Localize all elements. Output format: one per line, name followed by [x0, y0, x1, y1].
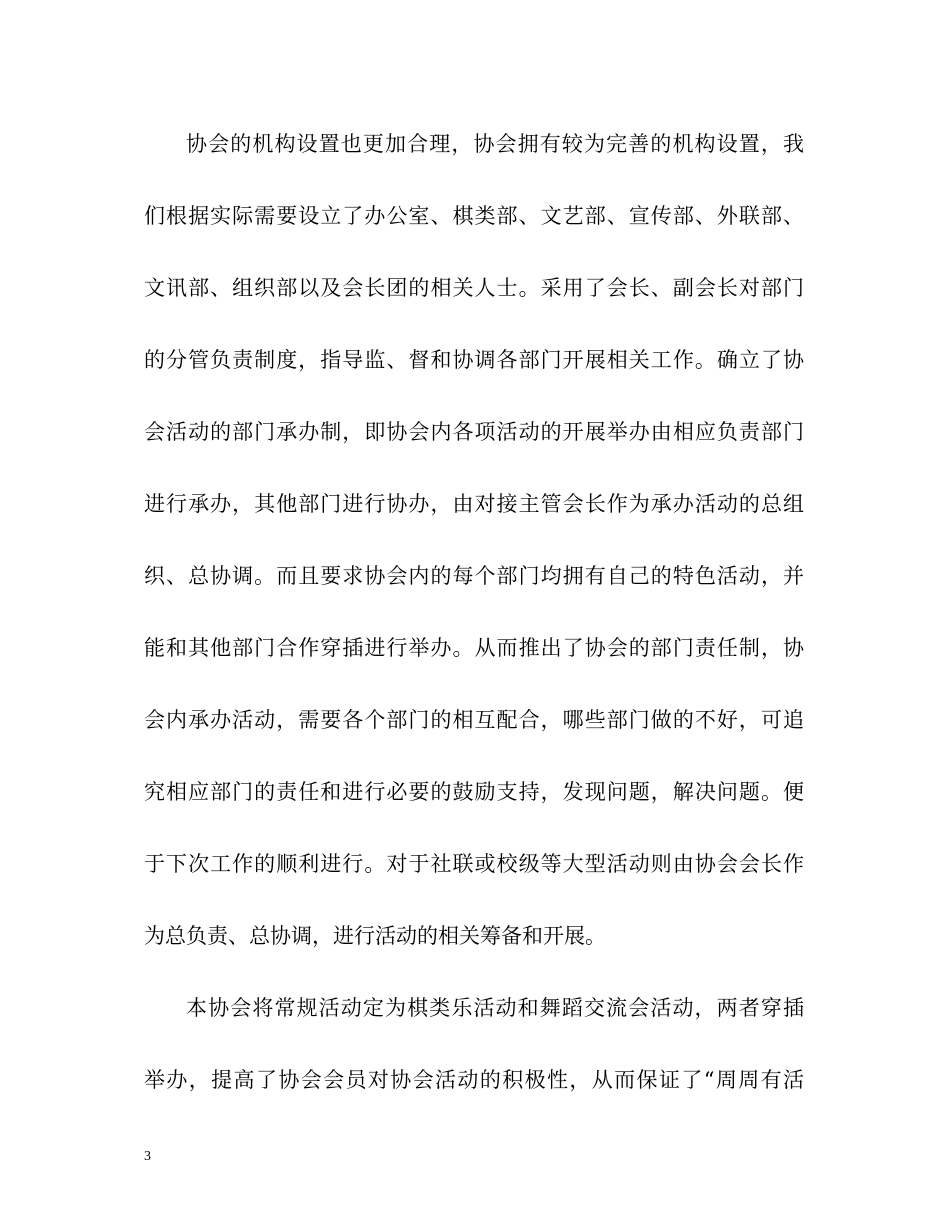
paragraph-1-line-4: 的分管负责制度，指导监、督和协调各部门开展相关工作。确立了协	[144, 348, 804, 372]
paragraph-1-line-3: 文讯部、组织部以及会长团的相关人士。采用了会长、副会长对部门	[144, 276, 804, 300]
paragraph-1-line-5: 会活动的部门承办制，即协会内各项活动的开展举办由相应负责部门	[144, 420, 804, 444]
paragraph-1-line-1: 协会的机构设置也更加合理，协会拥有较为完善的机构设置，我	[186, 132, 804, 156]
paragraph-1-line-8: 能和其他部门合作穿插进行举办。从而推出了协会的部门责任制，协	[144, 636, 804, 660]
paragraph-2-line-2: 举办，提高了协会会员对协会活动的积极性，从而保证了“周周有活	[144, 1068, 804, 1092]
paragraph-1-line-11: 于下次工作的顺利进行。对于社联或校级等大型活动则由协会会长作	[144, 852, 804, 876]
paragraph-1-line-10: 究相应部门的责任和进行必要的鼓励支持，发现问题，解决问题。便	[144, 780, 804, 804]
paragraph-1-line-6: 进行承办，其他部门进行协办，由对接主管会长作为承办活动的总组	[144, 492, 804, 516]
paragraph-1-line-12: 为总负责、总协调，进行活动的相关筹备和开展。	[144, 924, 606, 948]
paragraph-1-line-2: 们根据实际需要设立了办公室、棋类部、文艺部、宣传部、外联部、	[144, 204, 804, 228]
page-number: 3	[144, 1149, 151, 1164]
paragraph-1-line-7: 织、总协调。而且要求协会内的每个部门均拥有自己的特色活动，并	[144, 564, 804, 588]
paragraph-1-line-9: 会内承办活动，需要各个部门的相互配合，哪些部门做的不好，可追	[144, 708, 804, 732]
paragraph-2-line-1: 本协会将常规活动定为棋类乐活动和舞蹈交流会活动，两者穿插	[186, 996, 804, 1020]
